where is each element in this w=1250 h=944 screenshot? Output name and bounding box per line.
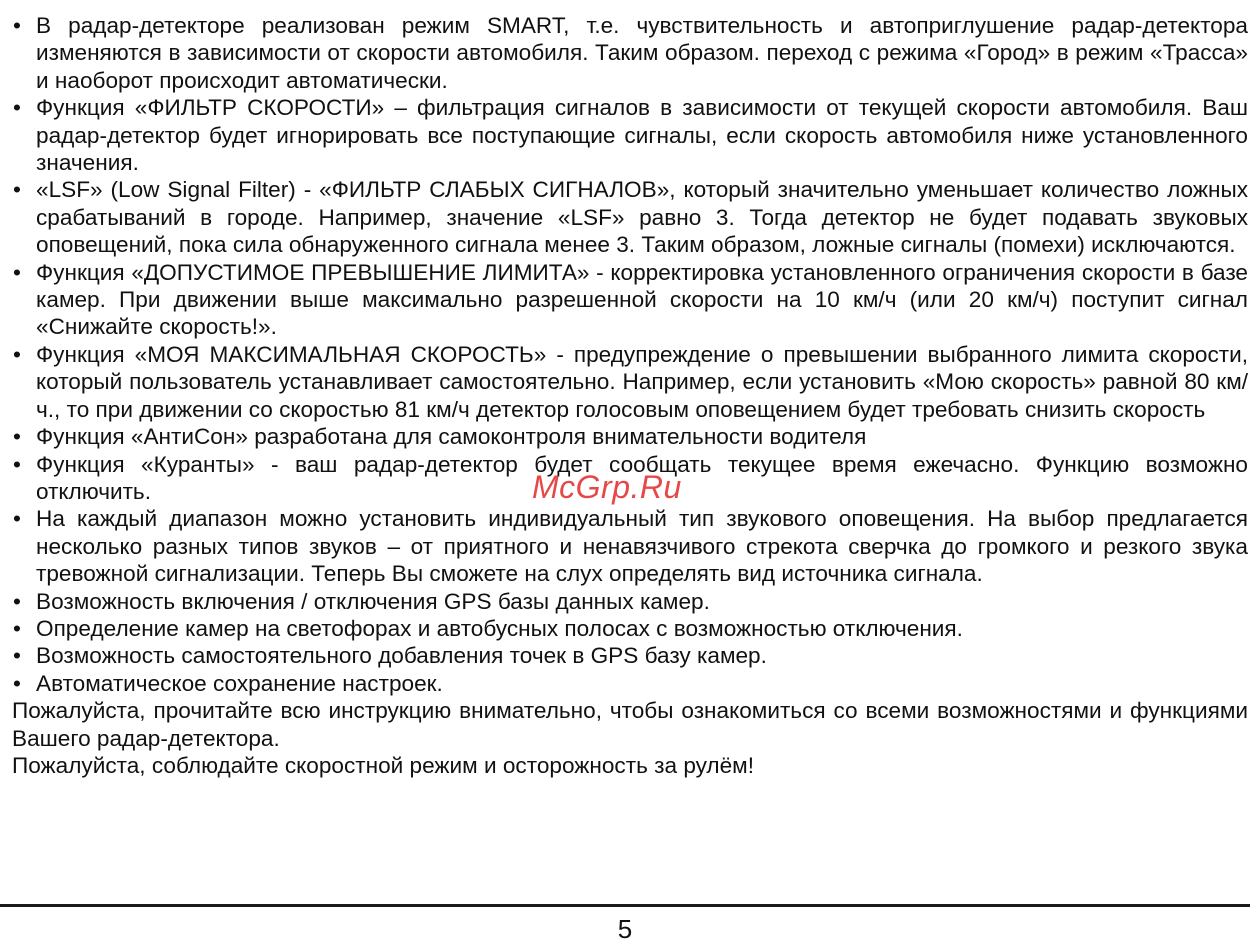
list-item-text: Функция «ДОПУСТИМОЕ ПРЕВЫШЕНИЕ ЛИМИТА» - корректировка установленного ограничения скорости в базе камер. При движении выше максимально разрешенной скорости на 10 км/ч (или 20 км/ч) поступит сигнал «Снижайте скорость!». (36, 259, 1248, 340)
bullet-icon: • (13, 341, 21, 367)
list-item-text: Возможность самостоятельного добавления точек в GPS базу камер. (36, 643, 767, 669)
bullet-icon: • (13, 643, 21, 669)
bullet-icon: • (13, 95, 21, 121)
list-item (12, 12, 1248, 94)
list-item (12, 615, 1248, 642)
feature-list (12, 12, 1248, 697)
closing-paragraph-safety: Пожалуйста, соблюдайте скоростной режим и осторожность за рулём! (12, 752, 754, 778)
bullet-icon: • (13, 259, 21, 285)
document-body (12, 12, 1248, 779)
list-item (12, 505, 1248, 587)
list-item-text: Функция «МОЯ МАКСИМАЛЬНАЯ СКОРОСТЬ» - предупреждение о превышении выбранного лимита скорости, который пользователь устанавливает самостоятельно. Например, если установить «Мою скорость» равной 80 км/ч., то при движении со скоростью 81 км/ч детектор голосовым оповещением будет требовать снизить скорость (36, 341, 1248, 422)
bullet-icon: • (13, 13, 21, 38)
closing-paragraph-instructions: Пожалуйста, прочитайте всю инструкцию внимательно, чтобы ознакомиться со всеми возможностями и функциями Вашего радар-детектора. (12, 698, 1248, 751)
list-item-text: «LSF» (Low Signal Filter) - «ФИЛЬТР СЛАБЫХ СИГНАЛОВ», который значительно уменьшает количество ложных срабатываний в городе. Например, значение «LSF» равно 3. Тогда детектор не будет подавать звуковых оповещений, пока сила обнаруженного сигнала менее 3. Таким образом, ложные сигналы (помехи) исключаются. (36, 177, 1248, 258)
list-item-text: Функция «ФИЛЬТР СКОРОСТИ» – фильтрация сигналов в зависимости от текущей скорости автомобиля. Ваш радар-детектор будет игнорировать все поступающие сигналы, если скорость автомобиля ниже установленного значения. (36, 95, 1248, 176)
bullet-icon: • (13, 177, 21, 203)
bullet-icon: • (13, 506, 21, 532)
footer-divider (0, 904, 1250, 907)
list-item (12, 423, 1248, 450)
page-number: 5 (617, 914, 633, 944)
bullet-icon: • (13, 451, 21, 477)
bullet-icon: • (13, 588, 21, 614)
list-item-text: В радар-детекторе реализован режим SMART, т.е. чувствительность и автоприглушение радар-детектора изменяются в зависимости от скорости автомобиля. Таким образом. переход с режима «Город» в режим «Трасса» и наоборот происходит автоматически. (36, 13, 1248, 93)
list-item (12, 642, 1248, 669)
bullet-icon: • (13, 424, 21, 450)
list-item-text: На каждый диапазон можно установить индивидуальный тип звукового оповещения. На выбор предлагается несколько разных типов звуков – от приятного и ненавязчивого стрекота сверчка до громкого и резкого звука тревожной сигнализации. Теперь Вы сможете на слух определять вид источника сигнала. (36, 506, 1248, 587)
list-item (12, 670, 1248, 697)
list-item-text: Функция «АнтиСон» разработана для самоконтроля внимательности водителя (36, 424, 867, 450)
list-item (12, 341, 1248, 423)
list-item-text: Автоматическое сохранение настроек. (36, 670, 443, 696)
bullet-icon: • (13, 615, 21, 641)
list-item-text: Функция «Куранты» - ваш радар-детектор будет сообщать текущее время ежечасно. Функцию возможно отключить. (36, 451, 1248, 504)
watermark-text: McGrp.Ru (532, 469, 682, 505)
list-item (12, 94, 1248, 176)
bullet-icon: • (13, 670, 21, 696)
list-item (12, 259, 1248, 341)
list-item (12, 588, 1248, 615)
list-item-text: Определение камер на светофорах и автобусных полосах с возможностью отключения. (36, 615, 963, 641)
list-item-text: Возможность включения / отключения GPS базы данных камер. (36, 588, 710, 614)
list-item (12, 176, 1248, 258)
